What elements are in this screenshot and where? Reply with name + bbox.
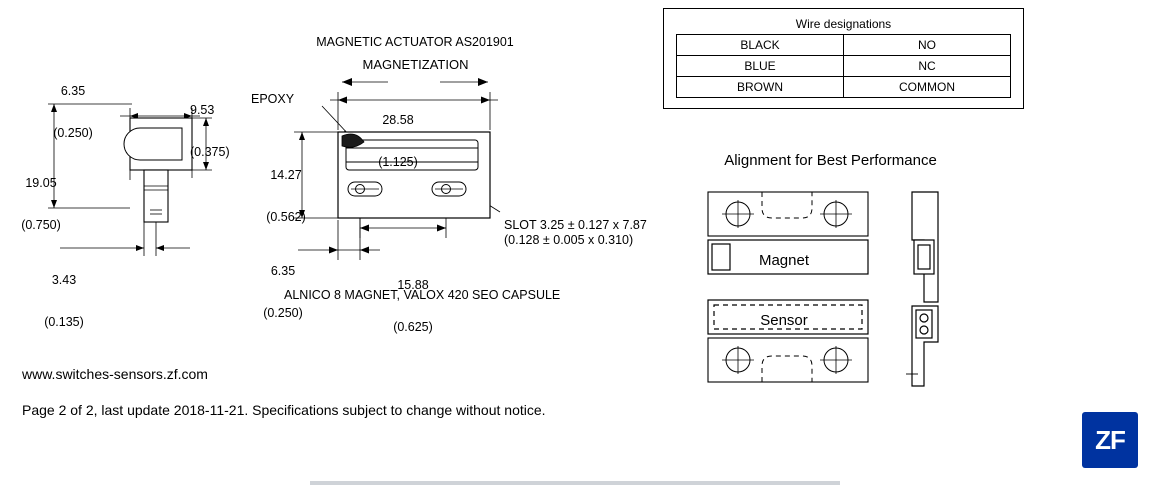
wire-color: BLUE xyxy=(677,56,844,77)
dim-inch: (0.375) xyxy=(190,145,230,159)
dim-value: 6.35 xyxy=(270,264,296,278)
dim-3-43 xyxy=(28,245,100,343)
dim-value: 28.58 xyxy=(382,113,414,127)
epoxy-label: EPOXY xyxy=(251,92,295,106)
zf-logo-text: ZF xyxy=(1082,412,1138,468)
magnetization-label: MAGNETIZATION xyxy=(362,57,469,72)
slot-note-line2: (0.128 ± 0.005 x 0.310) xyxy=(504,233,634,247)
wire-function: NC xyxy=(844,56,1011,77)
footer-note: Page 2 of 2, last update 2018-11-21. Specifications subject to change without notice. xyxy=(22,402,546,418)
table-row xyxy=(677,56,1011,77)
dim-value: 19.05 xyxy=(25,176,57,190)
alignment-diagram xyxy=(700,188,990,413)
dim-value: 15.88 xyxy=(397,278,429,292)
dim-inch: (0.135) xyxy=(44,315,84,329)
zf-logo xyxy=(1082,412,1138,468)
actuator-title: MAGNETIC ACTUATOR AS201901 xyxy=(316,35,514,49)
dim-14-27 xyxy=(248,140,324,238)
dim-value: 6.35 xyxy=(60,84,86,98)
table-row xyxy=(677,77,1011,98)
dim-inch: (1.125) xyxy=(378,155,418,169)
slot-note-line1: SLOT 3.25 ± 0.127 x 7.87 xyxy=(504,218,647,232)
dim-6-35-left xyxy=(38,56,108,154)
wire-table-title: Wire designations xyxy=(795,17,892,31)
dim-inch: (0.625) xyxy=(393,320,433,334)
wire-designations-box xyxy=(663,8,1024,109)
dim-value: 14.27 xyxy=(270,168,302,182)
dim-inch: (0.562) xyxy=(266,210,306,224)
wire-color: BLACK xyxy=(677,35,844,56)
dim-6-35-front xyxy=(245,236,321,334)
alignment-title: Alignment for Best Performance xyxy=(724,152,937,169)
wire-function: COMMON xyxy=(844,77,1011,98)
wire-designations-table xyxy=(676,34,1011,98)
magnet-label: Magnet xyxy=(758,252,810,269)
capsule-note: ALNICO 8 MAGNET, VALOX 420 SEO CAPSULE xyxy=(284,288,561,302)
dim-inch: (0.250) xyxy=(53,126,93,140)
wire-function: NO xyxy=(844,35,1011,56)
dim-value: 9.53 xyxy=(190,103,215,117)
dim-value: 3.43 xyxy=(51,273,77,287)
dim-inch: (0.250) xyxy=(263,306,303,320)
dim-28-58 xyxy=(358,85,438,183)
bottom-bar xyxy=(310,481,840,485)
website-link[interactable]: www.switches-sensors.zf.com xyxy=(22,366,208,382)
wire-color: BROWN xyxy=(677,77,844,98)
dim-inch: (0.750) xyxy=(21,218,61,232)
table-row xyxy=(677,35,1011,56)
sensor-label: Sensor xyxy=(760,312,808,329)
dim-19-05 xyxy=(5,148,77,246)
